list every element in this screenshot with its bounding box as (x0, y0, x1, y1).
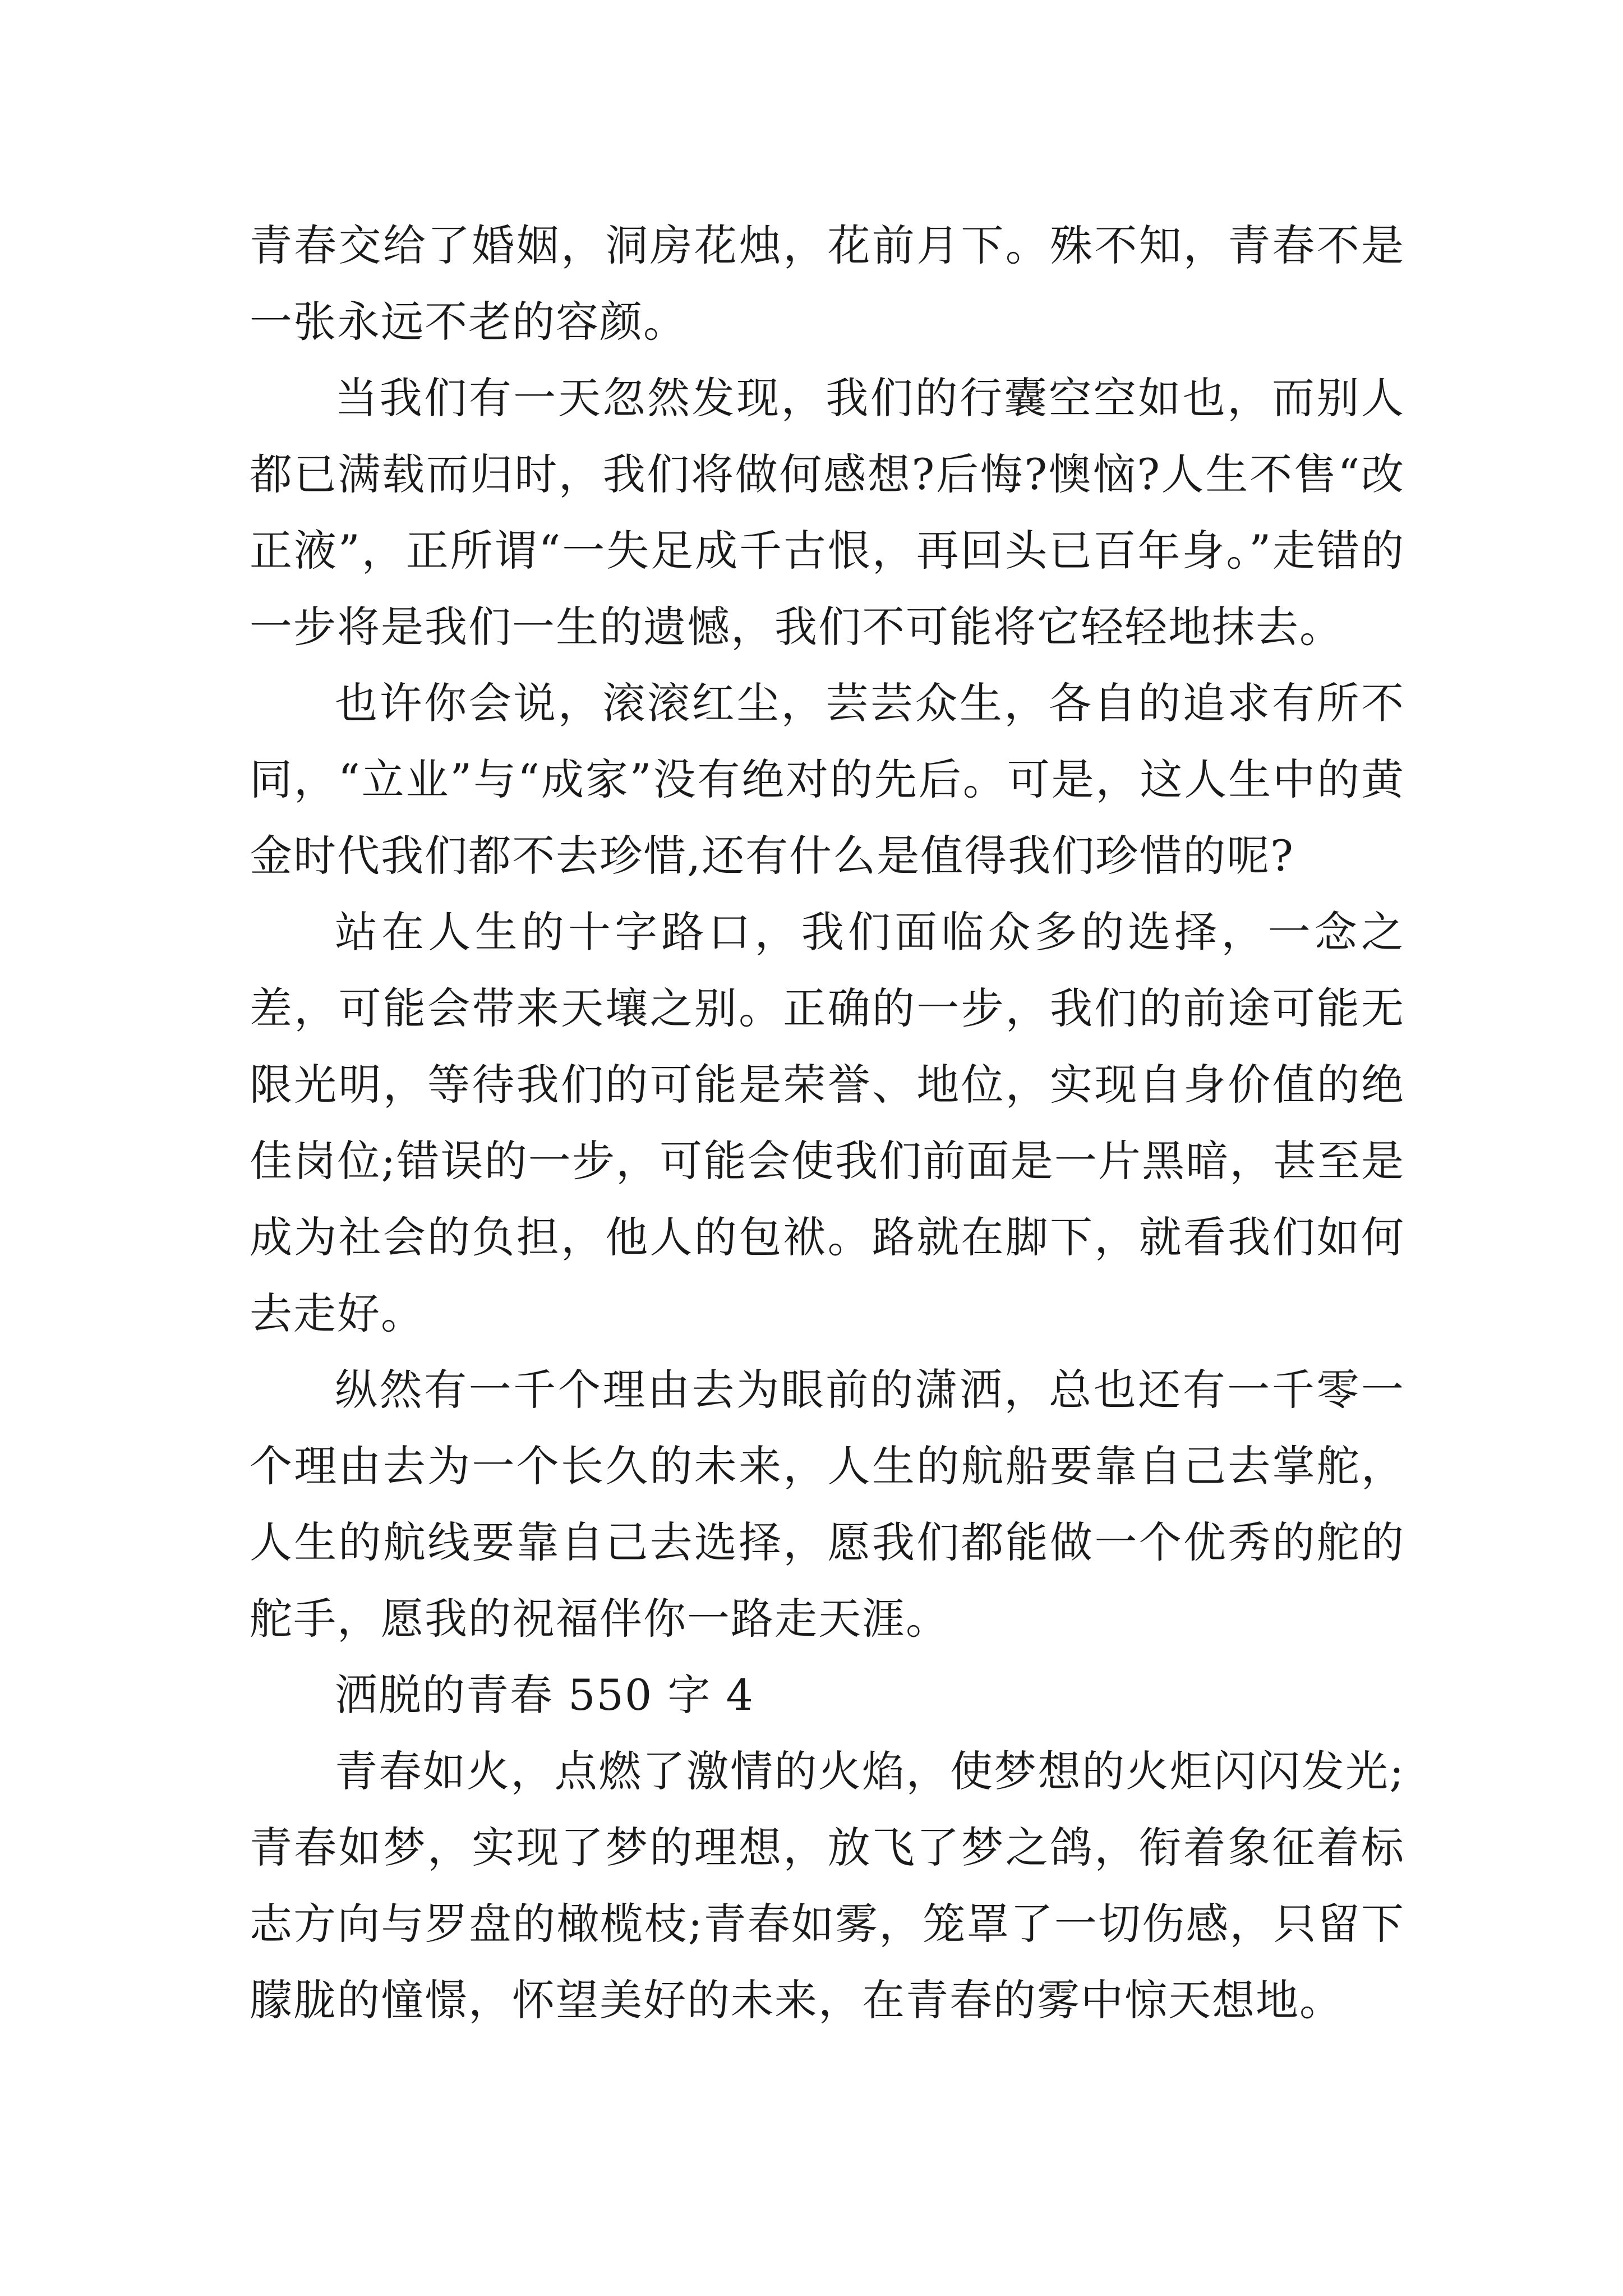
paragraph-continuation: 青春交给了婚姻，洞房花烛，花前月下。殊不知，青春不是一张永远不老的容颜。 (250, 220, 1405, 347)
paragraph: 纵然有一千个理由去为眼前的潇洒，总也还有一千零一个理由去为一个长久的未来，人生的航船要靠自己去掌舵，人生的航线要靠自己去选择，愿我们都能做一个优秀的舵的舵手，愿我的祝福伴你一路走天涯。 (250, 1365, 1405, 1644)
paragraph: 也许你会说，滚滚红尘，芸芸众生，各自的追求有所不同，“立业”与“成家”没有绝对的先后。可是，这人生中的黄金时代我们都不去珍惜,还有什么是值得我们珍惜的呢? (250, 678, 1405, 881)
paragraph: 当我们有一天忽然发现，我们的行囊空空如也，而别人都已满载而归时，我们将做何感想?后悔?懊恼?人生不售“改正液”，正所谓“一失足成千古恨，再回头已百年身。”走错的一步将是我们一生的遗憾，我们不可能将它轻轻地抹去。 (250, 373, 1405, 652)
paragraph: 站在人生的十字路口，我们面临众多的选择，一念之差，可能会带来天壤之别。正确的一步，我们的前途可能无限光明，等待我们的可能是荣誉、地位，实现自身价值的绝佳岗位;错误的一步，可能会使我们前面是一片黑暗，甚至是成为社会的负担，他人的包袱。路就在脚下，就看我们如何去走好。 (250, 907, 1405, 1338)
paragraph: 青春如火，点燃了激情的火焰，使梦想的火炬闪闪发光;青春如梦，实现了梦的理想，放飞了梦之鸽，衔着象征着标志方向与罗盘的橄榄枝;青春如雾，笼罩了一切伤感，只留下朦胧的憧憬，怀望美好的未来，在青春的雾中惊天想地。 (250, 1746, 1405, 2025)
essay-body (250, 208, 1405, 2039)
section-heading: 洒脱的青春 550 字 4 (335, 1670, 754, 1720)
